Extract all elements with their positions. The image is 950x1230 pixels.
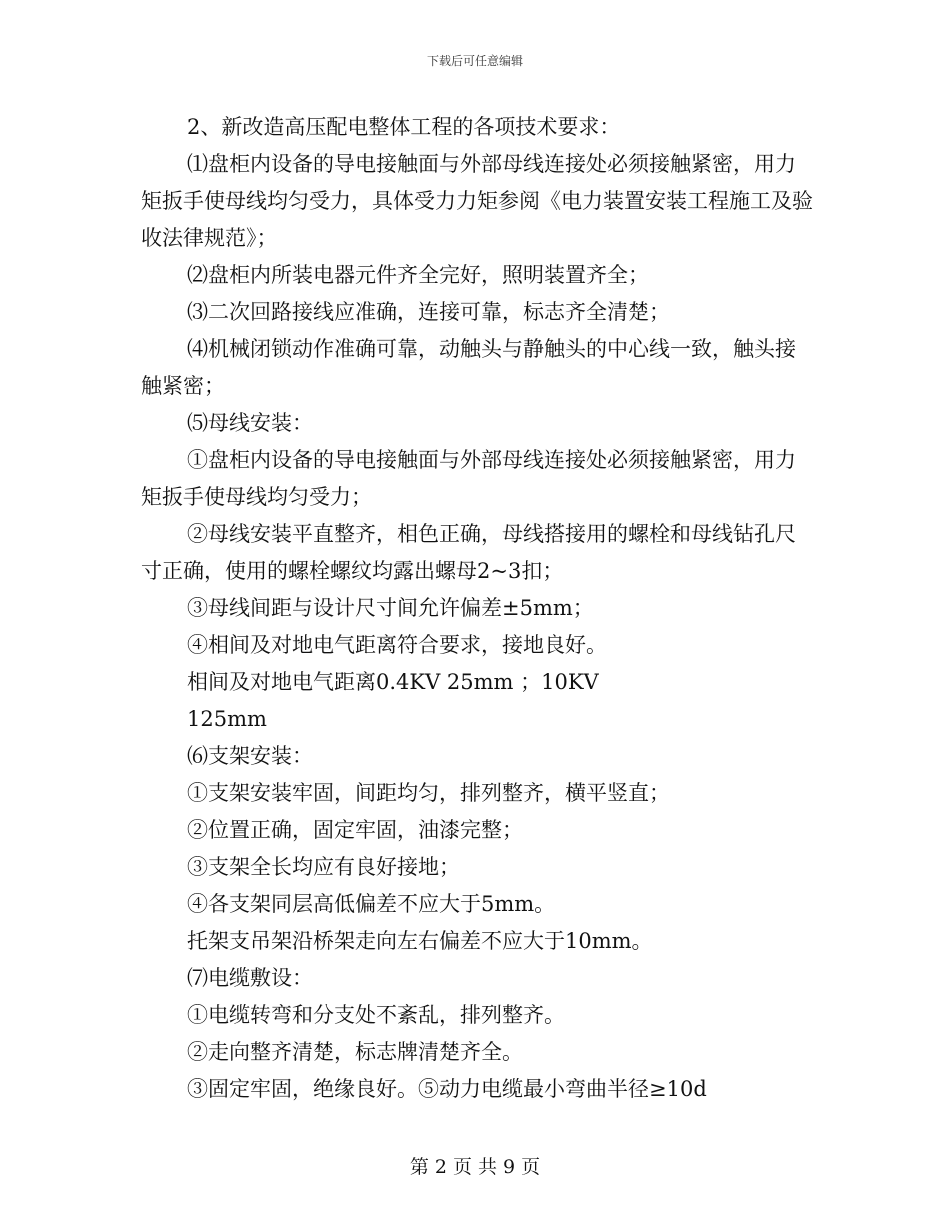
list-item: ①电缆转弯和分支处不紊乱，排列整齐。	[187, 1003, 565, 1027]
list-item: ①支架安装牢固，间距均匀，排列整齐，横平竖直；	[187, 781, 670, 805]
list-item: ④相间及对地电气距离符合要求，接地良好。	[187, 633, 607, 657]
distance-note: 125mm	[187, 707, 267, 731]
subsection-heading: ⑸母线安装：	[187, 411, 313, 435]
list-item: ①盘柜内设备的导电接触面与外部母线连接处必须接触紧密，用力矩扳手使母线均匀受力；	[141, 448, 796, 509]
requirement-paragraph: ⑴盘柜内设备的导电接触面与外部母线连接处必须接触紧密，用力矩扳手使母线均匀受力，具体受力力矩参阅《电力装置安装工程施工及验收法律规范》；	[141, 152, 813, 250]
document-body	[141, 109, 813, 1108]
list-item: ③支架全长均应有良好接地；	[187, 855, 460, 879]
section-heading: 2、新改造高压配电整体工程的各项技术要求：	[187, 115, 621, 139]
list-item: ④各支架同层高低偏差不应大于5mm。	[187, 892, 556, 916]
list-item: ③固定牢固，绝缘良好。⑤动力电缆最小弯曲半径≥10d	[187, 1077, 707, 1101]
requirement-paragraph: ⑵盘柜内所装电器元件齐全完好，照明装置齐全；	[187, 263, 649, 287]
list-item: ③母线间距与设计尺寸间允许偏差±5mm；	[187, 596, 594, 620]
deviation-note: 托架支吊架沿桥架走向左右偏差不应大于10mm。	[187, 929, 653, 953]
subsection-heading: ⑹支架安装：	[187, 744, 313, 768]
list-item: ②走向整齐清楚，标志牌清楚齐全。	[187, 1040, 523, 1064]
page-number: 第 2 页 共 9 页	[409, 1156, 541, 1178]
requirement-paragraph: ⑶二次回路接线应准确，连接可靠，标志齐全清楚；	[187, 300, 670, 324]
list-item: ②位置正确，固定牢固，油漆完整；	[187, 818, 523, 842]
subsection-heading: ⑺电缆敷设：	[187, 966, 313, 990]
requirement-paragraph: ⑷机械闭锁动作准确可靠，动触头与静触头的中心线一致，触头接触紧密；	[141, 337, 796, 398]
page-header-note: 下载后可任意编辑	[426, 54, 523, 68]
list-item: ②母线安装平直整齐，相色正确，母线搭接用的螺栓和母线钻孔尺寸正确，使用的螺栓螺纹均露出螺母2~3扣；	[141, 522, 796, 583]
distance-note: 相间及对地电气距离0.4KV 25mm ；10KV	[187, 670, 599, 694]
